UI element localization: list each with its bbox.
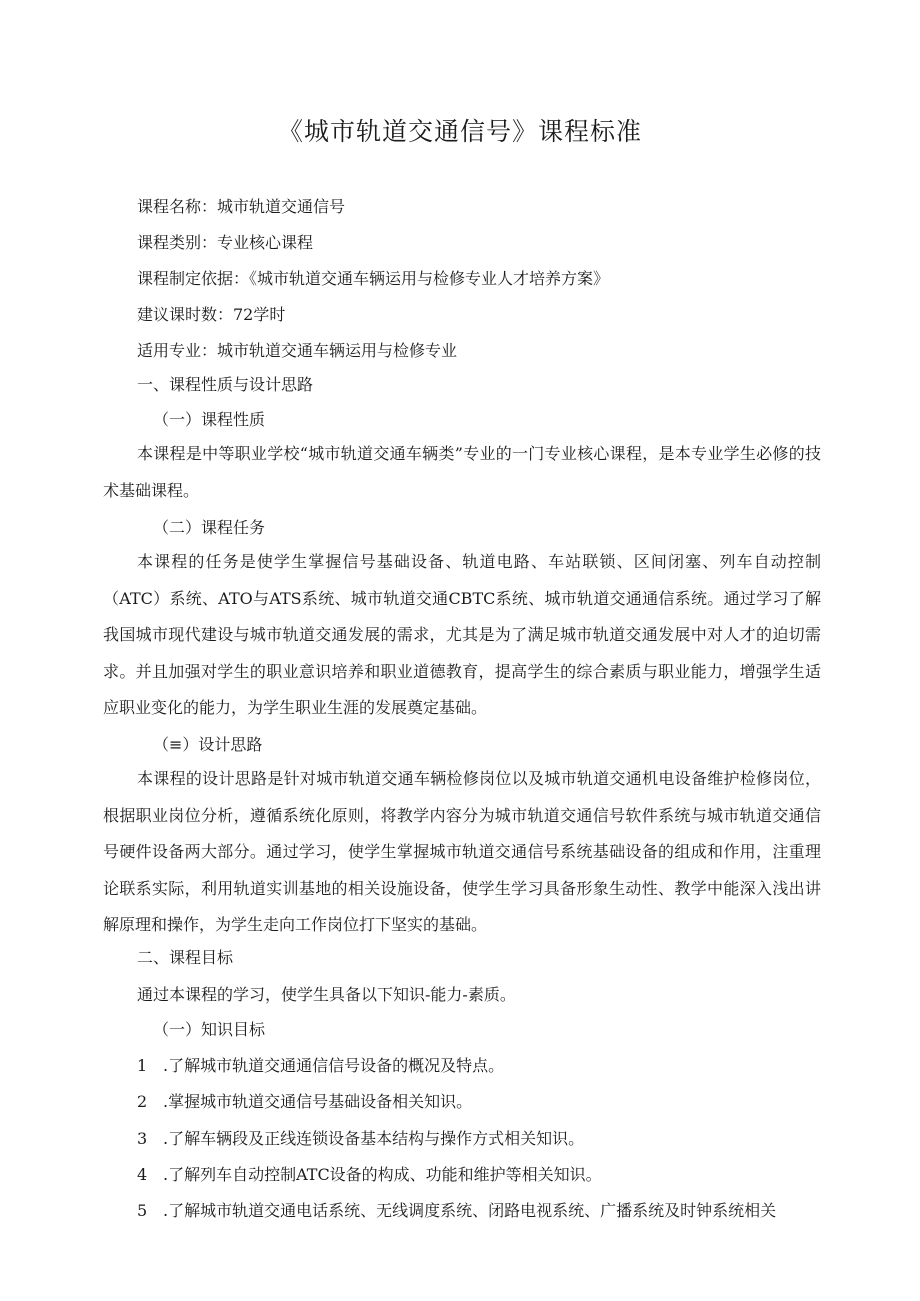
- section1-para1: 本课程是中等职业学校“城市轨道交通车辆类”专业的一门专业核心课程，是本专业学生必修的技术基础课程。: [103, 444, 821, 500]
- section1-sub1-heading: （一）课程性质: [153, 410, 266, 429]
- section2-intro: 通过本课程的学习，使学生具备以下知识-能力-素质。: [137, 985, 516, 1004]
- list-item: 4 .了解列车自动控制ATC设备的构成、功能和维护等相关知识。: [137, 1165, 602, 1184]
- applicable-major: 适用专业：城市轨道交通车辆运用与检修专业: [137, 341, 458, 360]
- knowledge-goal-heading: （一）知识目标: [153, 1020, 266, 1039]
- course-category: 课程类别：专业核心课程: [137, 233, 314, 252]
- section2-heading: 二、课程目标: [137, 948, 234, 967]
- list-item: 5 .了解城市轨道交通电话系统、无线调度系统、闭路电视系统、广播系统及时钟系统相关: [137, 1201, 777, 1220]
- section1-sub2-heading: （二）课程任务: [153, 518, 266, 537]
- section1-heading: 一、课程性质与设计思路: [137, 375, 314, 394]
- document-title: 《城市轨道交通信号》课程标准: [277, 117, 642, 146]
- section1-para3: 本课程的设计思路是针对城市轨道交通车辆检修岗位以及城市轨道交通机电设备维护检修岗位，根据职业岗位分析，遵循系统化原则，将教学内容分为城市轨道交通信号软件系统与城市轨道交通信号硬件设备两大部分。通过学习，使学生掌握城市轨道交通信号系统基础设备的组成和作用，注重理论联系实际，利用轨道实训基地的相关设施设备，使学生学习具备形象生动性、教学中能深入浅出讲解原理和操作，为学生走向工作岗位打下坚实的基础。: [103, 769, 821, 934]
- section1-sub3-heading: （≡）设计思路: [153, 735, 263, 754]
- course-basis: 课程制定依据：《城市轨道交通车辆运用与检修专业人才培养方案》: [137, 269, 610, 288]
- suggested-hours: 建议课时数：72学时: [137, 305, 286, 324]
- list-item: 2 .掌握城市轨道交通信号基础设备相关知识。: [137, 1092, 473, 1111]
- list-item: 3 .了解车辆段及正线连锁设备基本结构与操作方式相关知识。: [137, 1129, 585, 1148]
- list-item: 1 .了解城市轨道交通通信信号设备的概况及特点。: [137, 1056, 505, 1075]
- section1-para2: 本课程的任务是使学生掌握信号基础设备、轨道电路、车站联锁、区间闭塞、列车自动控制（ATC）系统、ATO与ATS系统、城市轨道交通CBTC系统、城市轨道交通通信系统。通过学习了解我国城市现代建设与城市轨道交通发展的需求，尤其是为了满足城市轨道交通发展中对人才的迫切需求。并且加强对学生的职业意识培养和职业道德教育，提高学生的综合素质与职业能力，增强学生适应职业变化的能力，为学生职业生涯的发展奠定基础。: [103, 552, 821, 717]
- course-name: 课程名称：城市轨道交通信号: [137, 197, 346, 216]
